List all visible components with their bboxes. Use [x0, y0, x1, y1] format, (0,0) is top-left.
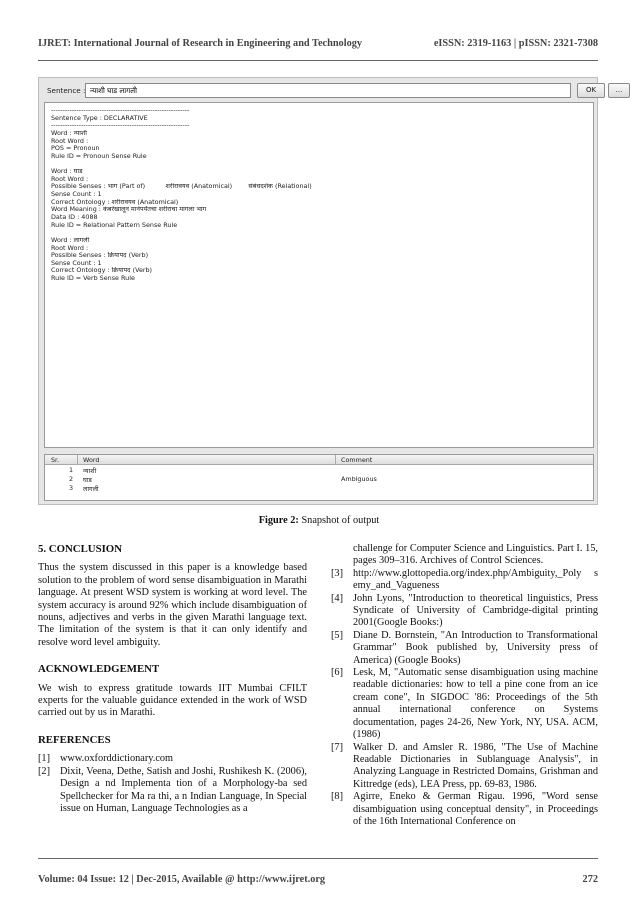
reference-item: [331, 791, 598, 828]
output-line: Correct Ontology : क्रियापद (Verb): [51, 267, 153, 275]
table-header: [45, 455, 593, 465]
reference-item: [331, 742, 598, 792]
output-line: POS = Pronoun: [51, 145, 100, 153]
figure-label: Figure 2:: [258, 515, 299, 526]
reference-item: [331, 593, 598, 630]
conclusion-heading: 5. CONCLUSION: [38, 543, 122, 555]
output-line: Root Word :: [51, 137, 89, 145]
volume-info: Volume: 04 Issue: 12 | Dec-2015, Available @ http://www.ijret.org: [38, 874, 326, 885]
reference-item: [331, 667, 598, 741]
reference-text[interactable]: http://www.glottopedia.org/index.php/Ambiguity,_Poly s emy_and_Vagueness: [353, 567, 598, 592]
output-line: Correct Ontology : शरीरावयव (Anatomical): [51, 198, 179, 206]
output-line: ------------------------------------------------------------: [51, 107, 190, 114]
issn-text: eISSN: 2319-1163 | pISSN: 2321-7308: [433, 38, 598, 49]
output-line: [51, 229, 587, 237]
output-line: Root Word :: [51, 244, 89, 252]
output-line: [51, 160, 587, 168]
acknowledgement-heading: ACKNOWLEDGEMENT: [38, 663, 160, 676]
output-line: Possible Senses : क्रियापद (Verb): [51, 252, 149, 260]
table-row[interactable]: [45, 465, 593, 474]
figure-caption: [0, 515, 638, 526]
acknowledgement-text: We wish to express gratitude towards IIT Mumbai CFILT experts for the valuable guidance extended in the work of WSD carried out by us in Marathi.: [38, 682, 307, 719]
references-heading: REFERENCES: [38, 733, 111, 746]
column-header-comment[interactable]: Comment: [341, 456, 373, 464]
reference-number: [1]: [38, 753, 51, 765]
column-divider: [77, 455, 78, 465]
footer-rule: [38, 858, 598, 859]
reference-number: [3]: [331, 567, 344, 579]
sentence-label: Sentence :: [47, 86, 86, 95]
output-line: Word Meaning : कंबरेखालून मानेपर्यंतचा शरीराचा मागला भाग: [51, 206, 207, 214]
row-sr: 1: [69, 466, 74, 474]
column-header-sr[interactable]: Sr.: [51, 456, 60, 464]
row-sr: 3: [69, 484, 74, 492]
header-rule: [38, 60, 598, 61]
reference-text: Lesk, M, "Automatic sense disambiguation using machine readable dictionaries: how to tell a pine cone from an ice cream cone", In SIGDOC '86: Proceedings of the 5th annual international conference on Systems documentation, pages 24-26, New York, NY, USA. ACM, (1986): [353, 667, 598, 741]
output-line: Rule ID = Verb Sense Rule: [51, 275, 135, 283]
output-line: Possible Senses : भाग (Part of) शरीरावयव (Anatomical) संबंधदर्शक (Relational): [51, 183, 312, 191]
figure-caption-text: Snapshot of output: [301, 515, 380, 526]
output-line: Word : लागली: [51, 236, 90, 244]
reference-text: John Lyons, "Introduction to theoretical linguistics, Press Syndicate of University of Cambridge-digital printing 2001(Google Books:): [353, 592, 598, 629]
row-word: न्याशी: [83, 467, 97, 475]
row-word: लागली: [83, 485, 99, 493]
sentence-input[interactable]: न्याशी घाड लागली: [85, 83, 571, 98]
row-comment: Ambiguous: [341, 475, 377, 483]
table-row[interactable]: [45, 474, 593, 483]
output-screenshot: [38, 77, 623, 505]
ok-button[interactable]: OK: [577, 83, 605, 98]
reference-item: [331, 630, 598, 667]
column-divider: [335, 455, 336, 465]
reference-item: [38, 766, 307, 816]
more-button[interactable]: ...: [608, 83, 630, 98]
output-line: ------------------------------------------------------------: [51, 122, 190, 130]
left-column: [38, 543, 307, 815]
output-line: Rule ID = Relational Pattern Sense Rule: [51, 221, 178, 229]
reference-number: [8]: [331, 791, 344, 803]
table-row[interactable]: [45, 483, 593, 492]
right-column: [331, 543, 598, 828]
reference-item: [38, 753, 307, 765]
output-line: Word : न्याशी: [51, 129, 87, 137]
reference-number: [7]: [331, 741, 344, 753]
output-line: Sentence Type : DECLARATIVE: [51, 114, 148, 122]
output-text-area[interactable]: [44, 102, 594, 448]
page-number: 272: [582, 874, 598, 885]
reference-text: Diane D. Bornstein, "An Introduction to Transformational Grammar" Book published by, University press of America) (Google Books): [353, 629, 598, 666]
conclusion-text: Thus the system discussed in this paper is a knowledge based solution to the problem of word sense disambiguation in Marathi language. At present WSD system is working at word level. The system accuracy is around 92% which include disambiguation of nouns, adjectives and verbs in the given Marathi language text. The limitation of the system is that it can only identify and resolve word level ambiguity.: [38, 562, 307, 648]
reference-text: Dixit, Veena, Dethe, Satish and Joshi, Rushikesh K. (2006), Design a nd Implementa tion of a Morphology-ba sed Spellchecker for Ma ra thi, a n Indian Language, In Special issue on Human, Language Technologies as a: [60, 765, 307, 814]
reference-text: Walker D. and Amsler R. 1986, "The Use of Machine Readable Dictionaries in Sublanguage Analysis", in Analyzing Language in Restricted Domains, Grishman and Kittredge (eds), LEA Press, pp. 69-83, 1986.: [353, 741, 598, 790]
journal-title: IJRET: International Journal of Research in Engineering and Technology: [38, 38, 363, 49]
output-line: Data ID : 4088: [51, 213, 98, 221]
reference-text: Agirre, Eneko & German Rigau. 1996, "Word sense disambiguation using conceptual density", in Proceedings of the 16th International Conference on: [353, 791, 598, 827]
reference-continuation: challenge for Computer Science and Linguistics. Part I. 15, pages 309–316. Archives of Control Sciences.: [353, 543, 598, 567]
word-table: [44, 454, 594, 501]
reference-item: [331, 568, 598, 593]
output-line: Sense Count : 1: [51, 191, 102, 199]
output-line: Word : घाड: [51, 168, 83, 176]
reference-number: [5]: [331, 629, 344, 641]
reference-text[interactable]: www.oxforddictionary.com: [60, 753, 174, 765]
reference-number: [6]: [331, 667, 344, 679]
reference-number: [2]: [38, 765, 51, 777]
output-line: Rule ID = Pronoun Sense Rule: [51, 152, 147, 160]
row-sr: 2: [69, 475, 74, 483]
row-word: घाड: [83, 476, 92, 484]
output-line: Sense Count : 1: [51, 259, 102, 267]
output-line: Root Word :: [51, 175, 89, 183]
reference-number: [4]: [331, 592, 344, 604]
column-header-word[interactable]: Word: [83, 456, 100, 464]
page-header: [38, 38, 598, 54]
